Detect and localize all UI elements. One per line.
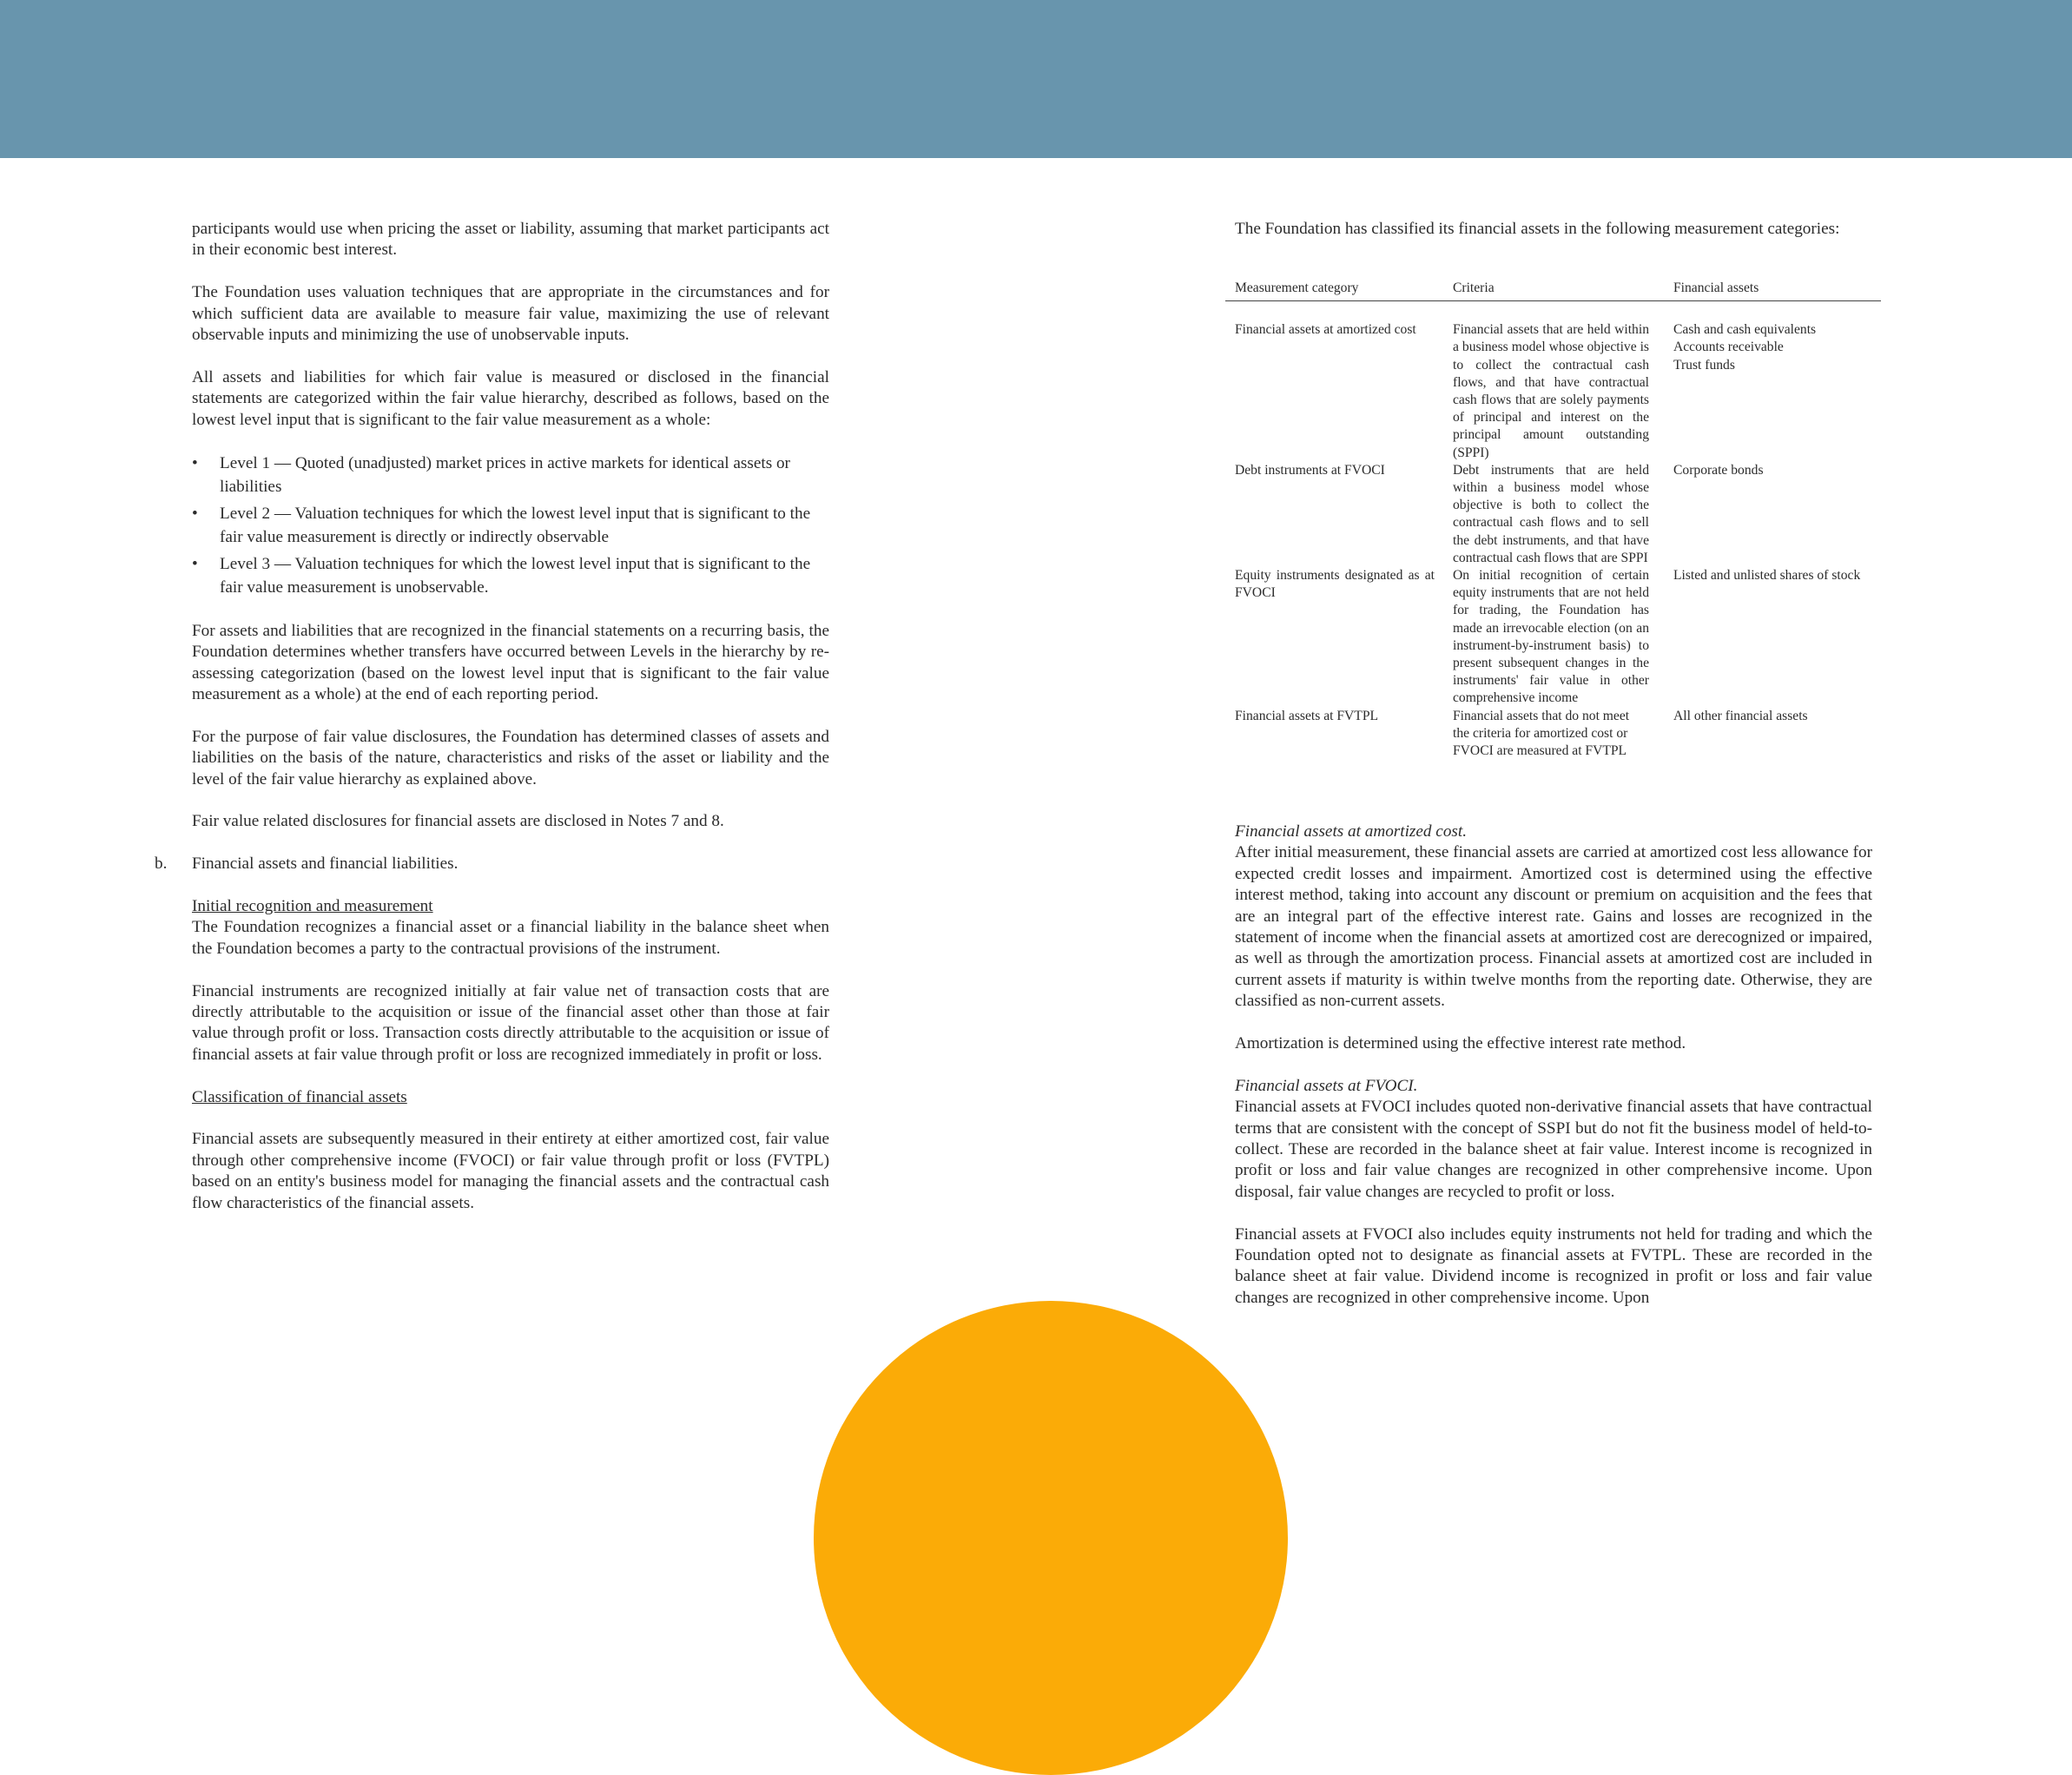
- asset-item: Accounts receivable: [1673, 340, 1784, 355]
- table-cell: Debt instruments at FVOCI: [1235, 462, 1385, 478]
- subheading-amortized-cost: Financial assets at amortized cost.: [1235, 822, 1468, 841]
- paragraph: The Foundation uses valuation techniques that are appropriate in the circumstances and for which sufficient data are available to measure fair value, maximizing the use of relevant observable inputs and minimizing the use of unobservable inputs.: [192, 283, 829, 345]
- right-column: [1235, 219, 1872, 261]
- asset-item: Trust funds: [1673, 357, 1735, 373]
- asset-item: All other financial assets: [1673, 708, 1808, 723]
- subheading-fvoci: Financial assets at FVOCI.: [1235, 1076, 1418, 1095]
- header-band: [0, 0, 2072, 158]
- table-cell: Equity instruments designated as at FVOCI: [1235, 568, 1435, 601]
- paragraph: Financial instruments are recognized initially at fair value net of transaction costs that are directly attributable to the acquisition or issue of the financial asset other than those at fair value through profit or loss. Transaction costs directly attributable to the acquisition or issue of financial assets at fair value through profit or loss are recognized immediately in profit or loss.: [192, 981, 829, 1064]
- bullet-icon: •: [192, 555, 198, 574]
- measurement-categories-table: [1225, 280, 1881, 760]
- table-cell: Financial assets that are held within a business model whose objective is to collect the contractual cash flows, and that have contractual cash flows that are solely payments of principal and interest on the principal amount outstanding (SPPI): [1453, 322, 1649, 460]
- section-title: Financial assets and financial liabilities.: [192, 855, 459, 874]
- subheading-classification: Classification of financial assets: [192, 1087, 407, 1106]
- right-column-lower: [1235, 822, 1872, 1330]
- bullet-icon: •: [192, 505, 198, 524]
- table-cell: [1661, 462, 1881, 567]
- asset-item: Listed and unlisted shares of stock: [1673, 568, 1861, 584]
- table-row: [1225, 462, 1881, 567]
- left-column: [155, 219, 829, 1235]
- table-cell: Financial assets at amortized cost: [1235, 322, 1416, 338]
- table-cell: [1661, 321, 1881, 462]
- paragraph: For assets and liabilities that are recognized in the financial statements on a recurring basis, the Foundation determines whether transfers have occurred between Levels in the hierarchy by re-assessing categorization (based on the lowest level input that is significant to the fair value measurement as a whole) at the end of each reporting period.: [192, 621, 829, 704]
- table-cell: [1661, 567, 1881, 708]
- asset-item: Corporate bonds: [1673, 462, 1764, 478]
- asset-item: Cash and cash equivalents: [1673, 322, 1817, 338]
- table-row: [1225, 708, 1881, 761]
- table-cell: Financial assets at FVTPL: [1235, 708, 1379, 723]
- list-item: [192, 502, 829, 549]
- table-header: [1225, 280, 1881, 301]
- table-row: [1225, 567, 1881, 708]
- list-item: [192, 452, 829, 498]
- paragraph-text: After initial measurement, these financial assets are carried at amortized cost less allowance for expected credit losses and impairment. Amortized cost is determined using the effective interest method, taking into account any discount or premium on acquisition and the fees that are an integral part of the effective interest rate. Gains and losses are recognized in the statement of income when the financial assets at amortized cost are derecognized or impaired, as well as through the amortization process. Financial assets at amortized cost are included in current assets if maturity is within twelve months from the reporting date. Otherwise, they are classified as non-current assets.: [1235, 843, 1872, 1011]
- paragraph: Amortization is determined using the effective interest rate method.: [1235, 1034, 1686, 1053]
- table-cell: Debt instruments that are held within a business model whose objective is both to collect the contractual cash flows and to sell the debt instruments, and that have contractual cash flows that are SPPI: [1453, 462, 1649, 565]
- column-header: Measurement category: [1235, 280, 1359, 295]
- paragraph: The Foundation has classified its financial assets in the following measurement categories:: [1235, 220, 1840, 238]
- table-cell: [1661, 708, 1881, 761]
- paragraph: Fair value related disclosures for financial assets are disclosed in Notes 7 and 8.: [192, 812, 724, 831]
- list-item: [192, 552, 829, 599]
- paragraph: participants would use when pricing the asset or liability, assuming that market participants act in their economic best interest.: [192, 220, 829, 260]
- paragraph: [1235, 822, 1872, 1013]
- table-cell: On initial recognition of certain equity instruments that are not held for trading, the Foundation has made an irrevocable election (on an instrument-by-instrument basis) to present subsequent changes in the instruments' fair value in other comprehensive income: [1453, 568, 1649, 706]
- paragraph: [1235, 1076, 1872, 1203]
- paragraph: Financial assets at FVOCI also includes equity instruments not held for trading and which the Foundation opted not to designate as financial assets at FVTPL. These are recorded in the balance sheet at fair value. Dividend income is recognized in profit or loss and fair value changes are recognized in other comprehensive income. Upon: [1235, 1224, 1872, 1307]
- list-item-text: Level 1 — Quoted (unadjusted) market prices in active markets for identical assets or liabilities: [220, 454, 790, 497]
- column-header: Financial assets: [1673, 280, 1759, 295]
- paragraph: For the purpose of fair value disclosures, the Foundation has determined classes of assets and liabilities on the basis of the nature, characteristics and risks of the asset or liability and the level of the fair value hierarchy as explained above.: [192, 727, 829, 789]
- decorative-circle: [814, 1301, 1288, 1775]
- paragraph: [192, 896, 829, 960]
- column-header: Criteria: [1453, 280, 1495, 295]
- list-item-text: Level 2 — Valuation techniques for which the lowest level input that is significant to the fair value measurement is directly or indirectly observable: [220, 505, 811, 547]
- fair-value-hierarchy-list: [192, 452, 829, 599]
- paragraph: All assets and liabilities for which fair value is measured or disclosed in the financial statements are categorized within the fair value hierarchy, described as follows, based on the lowest level input that is significant to the fair value measurement as a whole:: [192, 367, 829, 429]
- subheading-initial-recognition: Initial recognition and measurement: [192, 897, 433, 916]
- table-body: [1225, 321, 1881, 760]
- paragraph-text: The Foundation recognizes a financial asset or a financial liability in the balance sheet when the Foundation becomes a party to the contractual provisions of the instrument.: [192, 918, 829, 958]
- paragraph: Financial assets are subsequently measured in their entirety at either amortized cost, fair value through other comprehensive income (FVOCI) or fair value through profit or loss (FVTPL) based on an entity's business model for managing the financial assets and the contractual cash flow characteristics of the financial assets.: [192, 1130, 829, 1212]
- list-item-text: Level 3 — Valuation techniques for which the lowest level input that is significant to the fair value measurement is unobservable.: [220, 555, 811, 597]
- section-heading: [155, 854, 829, 874]
- bullet-icon: •: [192, 454, 198, 473]
- section-label: b.: [155, 855, 168, 874]
- paragraph-text: Financial assets at FVOCI includes quoted non-derivative financial assets that have contractual terms that are consistent with the concept of SSPI but do not fit the business model of held-to-collect. These are recorded in the balance sheet at fair value. Interest income is recognized in profit or loss and fair value changes are recognized in other comprehensive income. Upon disposal, fair value changes are recycled to profit or loss.: [1235, 1098, 1872, 1201]
- table-row: [1225, 321, 1881, 462]
- table-cell: Financial assets that do not meet the criteria for amortized cost or FVOCI are measured at FVTPL: [1453, 708, 1630, 759]
